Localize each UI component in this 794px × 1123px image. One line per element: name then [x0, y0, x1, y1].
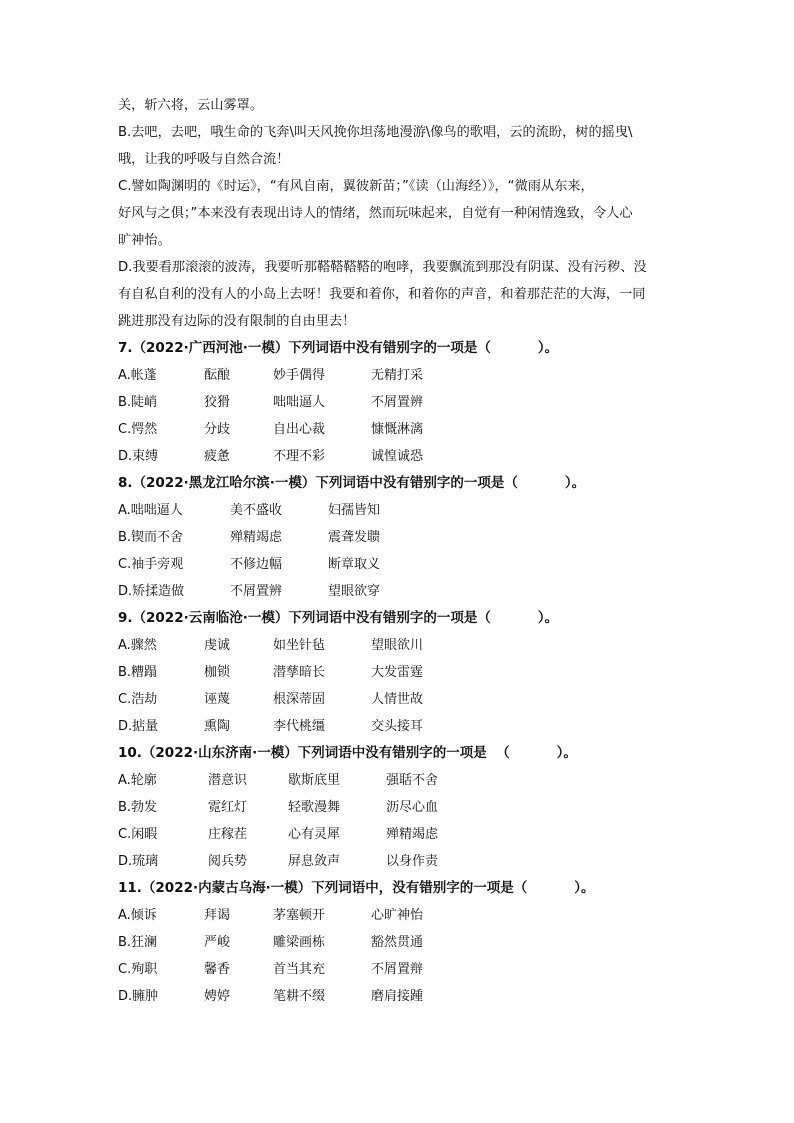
- option-cell: 茅塞顿开: [273, 908, 326, 923]
- question-10: [118, 740, 678, 875]
- option-cell: C.愕然: [118, 422, 158, 437]
- option-row: [118, 983, 678, 1010]
- option-row: [118, 929, 678, 956]
- option-cell: 歇斯底里: [288, 773, 341, 788]
- option-cell: 霓红灯: [208, 800, 248, 815]
- option-cell: 轻歌漫舞: [288, 800, 341, 815]
- option-cell: C.殉职: [118, 962, 158, 977]
- option-cell: A.骤然: [118, 638, 157, 653]
- option-cell: 不修边幅: [230, 557, 283, 572]
- option-cell: D.束缚: [118, 449, 159, 464]
- option-cell: 不屑置辨: [371, 395, 424, 410]
- option-cell: B.糟蹋: [118, 665, 158, 680]
- option-row: [118, 821, 678, 848]
- option-cell: 望眼欲川: [371, 638, 424, 653]
- option-cell: B.勃发: [118, 800, 158, 815]
- option-cell: 馨香: [204, 962, 231, 977]
- option-cell: 严峻: [204, 935, 231, 950]
- option-cell: 望眼欲穿: [328, 584, 381, 599]
- option-cell: 人情世故: [371, 692, 424, 707]
- option-cell: 狡猾: [204, 395, 231, 410]
- option-cell: 大发雷霆: [371, 665, 424, 680]
- option-row: [118, 848, 678, 875]
- question-7: [118, 335, 678, 470]
- option-cell: 自出心裁: [273, 422, 326, 437]
- option-cell: 强聒不舍: [386, 773, 439, 788]
- question-title: 10.（2022·山东济南·一模）下列词语中没有错别字的一项是 （ ）。: [118, 745, 577, 761]
- option-row: [118, 902, 678, 929]
- option-cell: 虔诚: [204, 638, 231, 653]
- option-cell: D.矫揉造做: [118, 584, 185, 599]
- option-cell: 屏息敛声: [288, 854, 341, 869]
- option-cell: 妇孺皆知: [328, 503, 381, 518]
- option-cell: 殚精竭虑: [386, 827, 439, 842]
- option-cell: 美不盛收: [230, 503, 283, 518]
- option-cell: B.狂澜: [118, 935, 158, 950]
- option-c-text-cont: 好风与之俱；”本来没有表现出诗人的情绪，然而玩味起来，自觉有一种闲情逸致，令人心: [118, 206, 633, 221]
- option-cell: 分歧: [204, 422, 231, 437]
- option-cell: 心有灵犀: [288, 827, 341, 842]
- option-cell: 不屑置辩: [371, 962, 424, 977]
- question-11: [118, 875, 678, 1010]
- option-cell: 庄稼茬: [208, 827, 248, 842]
- option-cell: 拜谒: [204, 908, 231, 923]
- option-row: [118, 632, 678, 659]
- document-page: [118, 92, 678, 1010]
- option-cell: 娉婷: [204, 989, 231, 1004]
- option-d-text: D.我要看那滚滚的波涛，我要听那鞳鞳鞳鞳的咆哮，我要飘流到那没有阴谋、没有污秽、没: [118, 260, 647, 275]
- option-row: [118, 713, 678, 740]
- option-cell: 潜意识: [208, 773, 248, 788]
- question-title: 9.（2022·云南临沧·一模）下列词语中没有错别字的一项是（ ）。: [118, 610, 559, 626]
- intro-line: 关，斩六将，云山雾罩。: [118, 98, 264, 113]
- option-cell: 诚惶诚恐: [371, 449, 424, 464]
- option-cell: 以身作责: [386, 854, 439, 869]
- option-cell: 不屑置辨: [230, 584, 283, 599]
- option-cell: A.帐蓬: [118, 368, 157, 383]
- option-cell: 无精打采: [371, 368, 424, 383]
- option-cell: D.琉璃: [118, 854, 159, 869]
- option-row: [118, 416, 678, 443]
- option-cell: A.倾诉: [118, 908, 157, 923]
- option-cell: 妙手偶得: [273, 368, 326, 383]
- option-row: [118, 578, 678, 605]
- option-cell: 磨肩接踵: [371, 989, 424, 1004]
- option-cell: 疲惫: [204, 449, 231, 464]
- option-cell: 如坐针毡: [273, 638, 326, 653]
- option-cell: 交头接耳: [371, 719, 424, 734]
- option-row: [118, 686, 678, 713]
- option-cell: 震聋发聩: [328, 530, 381, 545]
- option-cell: 酝酿: [204, 368, 231, 383]
- option-cell: 慷慨淋漓: [371, 422, 424, 437]
- option-row: [118, 767, 678, 794]
- option-row: [118, 389, 678, 416]
- option-row: [118, 524, 678, 551]
- option-cell: 雕梁画栋: [273, 935, 326, 950]
- option-row: [118, 443, 678, 470]
- option-c-text-cont: 旷神怡。: [118, 233, 171, 248]
- option-cell: 首当其充: [273, 962, 326, 977]
- option-row: [118, 551, 678, 578]
- option-cell: 诬蔑: [204, 692, 231, 707]
- question-title: 7.（2022·广西河池·一模）下列词语中没有错别字的一项是（ ）。: [118, 340, 559, 356]
- option-cell: 豁然贯通: [371, 935, 424, 950]
- option-cell: 李代桃缰: [273, 719, 326, 734]
- option-cell: A.轮廓: [118, 773, 157, 788]
- question-9: [118, 605, 678, 740]
- option-cell: 心旷神怡: [371, 908, 424, 923]
- option-cell: 阅兵势: [208, 854, 248, 869]
- option-cell: 沥尽心血: [386, 800, 439, 815]
- option-cell: D.掂量: [118, 719, 159, 734]
- option-b-text-cont: 哦，让我的呼吸与自然合流！: [118, 152, 290, 167]
- option-cell: C.袖手旁观: [118, 557, 184, 572]
- option-row: [118, 362, 678, 389]
- option-cell: D.臃肿: [118, 989, 159, 1004]
- option-row: [118, 659, 678, 686]
- option-cell: C.浩劫: [118, 692, 158, 707]
- option-c-text: C.譬如陶渊明的《时运》，“有风自南，翼彼新苗；”《读（山海经）》，“微雨从东来，: [118, 179, 594, 194]
- option-cell: B.陡峭: [118, 395, 158, 410]
- option-cell: A.咄咄逼人: [118, 503, 183, 518]
- option-d-text-cont: 有自私自利的没有人的小岛上去呀！我要和着你，和着你的声音，和着那茫茫的大海，一同: [118, 287, 646, 302]
- option-b-text: B.去吧，去吧，哦生命的飞奔\叫天风挽你坦荡地漫游\像鸟的歌唱，云的流盼，树的摇曳\: [118, 125, 633, 140]
- option-row: [118, 956, 678, 983]
- option-row: [118, 794, 678, 821]
- option-cell: 笔耕不缀: [273, 989, 326, 1004]
- option-cell: 咄咄逼人: [273, 395, 326, 410]
- option-cell: 殚精竭虑: [230, 530, 283, 545]
- option-row: [118, 497, 678, 524]
- option-cell: 潜孳暗长: [273, 665, 326, 680]
- option-cell: 不理不彩: [273, 449, 326, 464]
- option-cell: B.锲而不舍: [118, 530, 184, 545]
- option-cell: 根深蒂固: [273, 692, 326, 707]
- option-cell: 枷锁: [204, 665, 231, 680]
- option-cell: 断章取义: [328, 557, 381, 572]
- question-title: 8.（2022·黑龙江哈尔滨·一模）下列词语中没有错别字的一项是（ ）。: [118, 475, 586, 491]
- option-cell: 熏陶: [204, 719, 231, 734]
- option-d-text-cont: 跳进那没有边际的没有限制的自由里去！: [118, 314, 356, 329]
- question-8: [118, 470, 678, 605]
- question-title: 11.（2022·内蒙古乌海·一模）下列词语中，没有错别字的一项是（ ）。: [118, 880, 595, 896]
- option-cell: C.闲暇: [118, 827, 158, 842]
